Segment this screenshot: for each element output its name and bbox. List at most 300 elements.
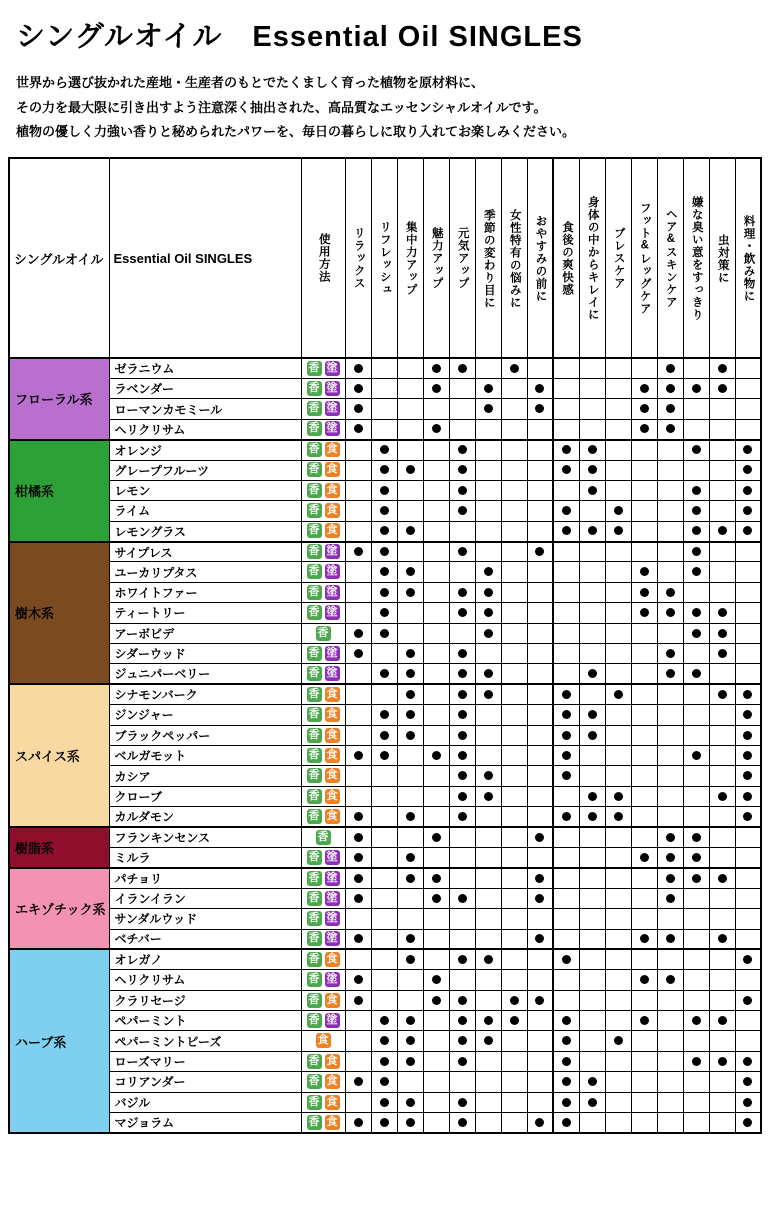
benefit-cell bbox=[423, 1072, 449, 1092]
benefit-cell bbox=[553, 358, 579, 378]
benefit-cell bbox=[709, 786, 735, 806]
benefit-cell bbox=[579, 399, 605, 419]
benefit-dot bbox=[562, 1118, 571, 1127]
table-row bbox=[9, 807, 761, 827]
benefit-cell bbox=[475, 399, 501, 419]
benefit-cell bbox=[449, 501, 475, 521]
table-row bbox=[9, 766, 761, 786]
benefit-cell bbox=[501, 827, 527, 847]
benefit-cell bbox=[371, 664, 397, 684]
benefit-cell bbox=[605, 501, 631, 521]
benefit-dot bbox=[640, 608, 649, 617]
benefit-dot bbox=[406, 649, 415, 658]
benefit-cell bbox=[371, 847, 397, 867]
benefit-cell bbox=[553, 378, 579, 398]
oil-name: パチョリ bbox=[114, 871, 163, 886]
benefit-dot bbox=[535, 1118, 544, 1127]
header-usage-label: 使用方法 bbox=[317, 233, 330, 284]
benefit-dot bbox=[380, 588, 389, 597]
header-benefit-7 bbox=[501, 158, 527, 358]
usage-badge-塗: 塗 bbox=[326, 932, 338, 945]
benefit-cell bbox=[683, 358, 709, 378]
usage-badge-塗: 塗 bbox=[326, 565, 338, 578]
benefit-cell bbox=[501, 1113, 527, 1133]
benefit-cell bbox=[423, 766, 449, 786]
usage-badge-食: 食 bbox=[326, 1095, 338, 1108]
benefit-dot bbox=[588, 792, 597, 801]
benefit-dot bbox=[666, 384, 675, 393]
benefit-cell bbox=[527, 786, 553, 806]
benefit-cell bbox=[397, 868, 423, 888]
table-row bbox=[9, 501, 761, 521]
benefit-dot bbox=[535, 894, 544, 903]
benefit-cell bbox=[631, 684, 657, 704]
benefit-cell bbox=[371, 623, 397, 643]
benefit-cell bbox=[345, 868, 371, 888]
benefit-cell bbox=[709, 521, 735, 541]
benefit-cell bbox=[345, 929, 371, 949]
usage-badge-食: 食 bbox=[326, 728, 338, 741]
benefit-cell bbox=[501, 582, 527, 602]
benefit-cell bbox=[579, 786, 605, 806]
benefit-cell bbox=[579, 1031, 605, 1051]
benefit-cell bbox=[475, 847, 501, 867]
benefit-dot bbox=[484, 792, 493, 801]
usage-cell bbox=[301, 603, 345, 623]
benefit-cell bbox=[657, 888, 683, 908]
benefit-dot bbox=[484, 384, 493, 393]
usage-cell bbox=[301, 582, 345, 602]
benefit-cell bbox=[423, 990, 449, 1010]
benefit-cell bbox=[397, 827, 423, 847]
benefit-dot bbox=[692, 833, 701, 842]
benefit-dot bbox=[743, 1118, 752, 1127]
benefit-dot bbox=[743, 812, 752, 821]
oil-name: サンダルウッド bbox=[114, 912, 198, 927]
benefit-cell bbox=[631, 623, 657, 643]
benefit-cell bbox=[683, 970, 709, 990]
benefit-cell bbox=[397, 644, 423, 664]
benefit-cell bbox=[397, 684, 423, 704]
benefit-cell bbox=[397, 521, 423, 541]
benefit-cell bbox=[527, 542, 553, 562]
header-benefit-15 bbox=[709, 158, 735, 358]
benefit-cell bbox=[475, 807, 501, 827]
oil-name: コリアンダー bbox=[114, 1075, 186, 1090]
benefit-cell bbox=[475, 644, 501, 664]
benefit-dot bbox=[614, 1036, 623, 1045]
benefit-cell bbox=[553, 868, 579, 888]
usage-badge-香: 香 bbox=[308, 585, 320, 598]
table-row bbox=[9, 1113, 761, 1133]
benefit-dot bbox=[666, 649, 675, 658]
benefit-cell bbox=[553, 1051, 579, 1071]
usage-cell bbox=[301, 949, 345, 969]
benefit-cell bbox=[449, 1072, 475, 1092]
benefit-cell bbox=[735, 888, 761, 908]
usage-badge-香: 香 bbox=[308, 748, 320, 761]
oil-name-cell bbox=[109, 623, 301, 643]
benefit-cell bbox=[683, 501, 709, 521]
benefit-cell bbox=[449, 786, 475, 806]
header-benefit-label: おやすみの前に bbox=[534, 214, 547, 303]
benefit-cell bbox=[709, 1011, 735, 1031]
benefit-cell bbox=[631, 949, 657, 969]
benefit-cell bbox=[709, 807, 735, 827]
intro-line-1: 世界から選び抜かれた産地・生産者のもとでたくましく育った植物を原材料に、 bbox=[16, 75, 485, 90]
benefit-cell bbox=[501, 440, 527, 460]
benefit-dot bbox=[666, 853, 675, 862]
oil-name-cell bbox=[109, 562, 301, 582]
benefit-cell bbox=[475, 970, 501, 990]
benefit-cell bbox=[553, 542, 579, 562]
benefit-cell bbox=[735, 745, 761, 765]
benefit-cell bbox=[709, 419, 735, 439]
table-row bbox=[9, 888, 761, 908]
oil-name-cell bbox=[109, 644, 301, 664]
benefit-cell bbox=[553, 603, 579, 623]
table-row bbox=[9, 725, 761, 745]
header-benefit-label: 元気アップ bbox=[456, 227, 469, 290]
header-benefit-label: 魅力アップ bbox=[430, 227, 443, 290]
benefit-dot bbox=[692, 445, 701, 454]
benefit-dot bbox=[458, 465, 467, 474]
table-row bbox=[9, 909, 761, 929]
benefit-cell bbox=[501, 990, 527, 1010]
table-row bbox=[9, 358, 761, 378]
benefit-dot bbox=[432, 894, 441, 903]
benefit-cell bbox=[657, 1011, 683, 1031]
category-cell bbox=[9, 542, 109, 685]
benefit-cell bbox=[501, 949, 527, 969]
benefit-cell bbox=[709, 949, 735, 969]
benefit-cell bbox=[605, 1113, 631, 1133]
benefit-cell bbox=[371, 440, 397, 460]
benefit-cell bbox=[475, 623, 501, 643]
benefit-cell bbox=[657, 480, 683, 500]
benefit-cell bbox=[527, 562, 553, 582]
benefit-dot bbox=[588, 710, 597, 719]
benefit-dot bbox=[354, 384, 363, 393]
benefit-cell bbox=[449, 909, 475, 929]
category-cell bbox=[9, 684, 109, 827]
table-row bbox=[9, 929, 761, 949]
oil-name: サイプレス bbox=[114, 545, 173, 560]
benefit-dot bbox=[458, 690, 467, 699]
benefit-cell bbox=[371, 909, 397, 929]
benefit-dot bbox=[354, 547, 363, 556]
oil-name: ローズマリー bbox=[114, 1055, 186, 1070]
usage-badge-香: 香 bbox=[308, 789, 320, 802]
benefit-cell bbox=[657, 705, 683, 725]
category-label: スパイス系 bbox=[15, 749, 80, 765]
benefit-cell bbox=[449, 705, 475, 725]
oil-name: フランキンセンス bbox=[114, 830, 211, 845]
oil-name-cell bbox=[109, 1031, 301, 1051]
benefit-cell bbox=[345, 847, 371, 867]
benefit-cell bbox=[371, 603, 397, 623]
benefit-dot bbox=[640, 404, 649, 413]
benefit-cell bbox=[683, 440, 709, 460]
benefit-cell bbox=[631, 807, 657, 827]
benefit-cell bbox=[631, 419, 657, 439]
benefit-dot bbox=[354, 1077, 363, 1086]
benefit-cell bbox=[579, 1051, 605, 1071]
benefit-cell bbox=[449, 664, 475, 684]
benefit-cell bbox=[579, 705, 605, 725]
benefit-cell bbox=[579, 684, 605, 704]
usage-badge-塗: 塗 bbox=[326, 422, 338, 435]
usage-cell bbox=[301, 970, 345, 990]
benefit-cell bbox=[423, 460, 449, 480]
usage-badge-塗: 塗 bbox=[326, 545, 338, 558]
benefit-cell bbox=[605, 949, 631, 969]
benefit-dot bbox=[562, 1036, 571, 1045]
benefit-dot bbox=[380, 445, 389, 454]
benefit-dot bbox=[562, 812, 571, 821]
benefit-dot bbox=[380, 1077, 389, 1086]
category-cell bbox=[9, 358, 109, 440]
benefit-dot bbox=[406, 1118, 415, 1127]
usage-badge-食: 食 bbox=[326, 1115, 338, 1128]
benefit-cell bbox=[397, 1113, 423, 1133]
usage-badge-香: 香 bbox=[308, 993, 320, 1006]
benefit-cell bbox=[371, 562, 397, 582]
benefit-cell bbox=[605, 705, 631, 725]
benefit-cell bbox=[553, 419, 579, 439]
benefit-cell bbox=[501, 705, 527, 725]
benefit-cell bbox=[735, 929, 761, 949]
benefit-dot bbox=[718, 1016, 727, 1025]
benefit-cell bbox=[397, 888, 423, 908]
usage-cell bbox=[301, 725, 345, 745]
benefit-cell bbox=[605, 1051, 631, 1071]
table-row bbox=[9, 562, 761, 582]
benefit-dot bbox=[380, 710, 389, 719]
usage-badge-食: 食 bbox=[326, 1054, 338, 1067]
benefit-cell bbox=[423, 868, 449, 888]
benefit-cell bbox=[657, 970, 683, 990]
table-row bbox=[9, 868, 761, 888]
benefit-cell bbox=[371, 582, 397, 602]
usage-badge-塗: 塗 bbox=[326, 973, 338, 986]
benefit-dot bbox=[640, 384, 649, 393]
benefit-cell bbox=[683, 827, 709, 847]
oil-name-cell bbox=[109, 766, 301, 786]
benefit-cell bbox=[527, 725, 553, 745]
benefit-cell bbox=[553, 847, 579, 867]
benefit-cell bbox=[371, 949, 397, 969]
benefit-cell bbox=[449, 480, 475, 500]
benefit-cell bbox=[527, 358, 553, 378]
benefit-dot bbox=[562, 771, 571, 780]
usage-cell bbox=[301, 766, 345, 786]
usage-badge-塗: 塗 bbox=[326, 606, 338, 619]
benefit-dot bbox=[743, 1077, 752, 1086]
benefit-dot bbox=[432, 996, 441, 1005]
benefit-cell bbox=[475, 358, 501, 378]
benefit-dot bbox=[562, 1098, 571, 1107]
benefit-cell bbox=[683, 725, 709, 745]
benefit-cell bbox=[371, 542, 397, 562]
benefit-cell bbox=[553, 786, 579, 806]
benefit-cell bbox=[527, 623, 553, 643]
benefit-cell bbox=[423, 725, 449, 745]
usage-badge-香: 香 bbox=[308, 871, 320, 884]
usage-badge-食: 食 bbox=[317, 1034, 329, 1047]
table-row bbox=[9, 1031, 761, 1051]
benefit-dot bbox=[484, 629, 493, 638]
usage-badge-塗: 塗 bbox=[326, 912, 338, 925]
usage-badge-香: 香 bbox=[317, 626, 329, 639]
benefit-cell bbox=[423, 807, 449, 827]
benefit-cell bbox=[527, 1031, 553, 1051]
benefit-cell bbox=[683, 990, 709, 1010]
usage-cell bbox=[301, 827, 345, 847]
usage-badge-香: 香 bbox=[308, 809, 320, 822]
benefit-cell bbox=[631, 1031, 657, 1051]
benefit-cell bbox=[683, 949, 709, 969]
header-benefit-label: フット&レッグケア bbox=[638, 202, 651, 316]
oil-name-cell bbox=[109, 378, 301, 398]
benefit-cell bbox=[605, 603, 631, 623]
benefit-dot bbox=[354, 364, 363, 373]
usage-badge-香: 香 bbox=[308, 483, 320, 496]
benefit-dot bbox=[406, 812, 415, 821]
benefit-cell bbox=[683, 562, 709, 582]
benefit-dot bbox=[458, 955, 467, 964]
benefit-cell bbox=[579, 970, 605, 990]
benefit-cell bbox=[605, 521, 631, 541]
oil-name-cell bbox=[109, 521, 301, 541]
benefit-cell bbox=[553, 1072, 579, 1092]
benefit-cell bbox=[449, 745, 475, 765]
usage-badge-塗: 塗 bbox=[326, 667, 338, 680]
benefit-cell bbox=[631, 1011, 657, 1031]
benefit-cell bbox=[735, 582, 761, 602]
benefit-cell bbox=[553, 705, 579, 725]
benefit-dot bbox=[743, 445, 752, 454]
benefit-cell bbox=[423, 745, 449, 765]
oil-name-cell bbox=[109, 847, 301, 867]
benefit-cell bbox=[709, 929, 735, 949]
benefit-cell bbox=[657, 766, 683, 786]
benefit-dot bbox=[562, 955, 571, 964]
benefit-cell bbox=[501, 358, 527, 378]
benefit-dot bbox=[535, 404, 544, 413]
benefit-cell bbox=[709, 745, 735, 765]
benefit-cell bbox=[449, 1011, 475, 1031]
benefit-cell bbox=[345, 419, 371, 439]
usage-badge-食: 食 bbox=[326, 443, 338, 456]
usage-badge-香: 香 bbox=[308, 688, 320, 701]
usage-badge-香: 香 bbox=[308, 953, 320, 966]
benefit-dot bbox=[406, 853, 415, 862]
benefit-cell bbox=[631, 990, 657, 1010]
benefit-dot bbox=[406, 934, 415, 943]
benefit-cell bbox=[475, 1011, 501, 1031]
oil-name-cell bbox=[109, 664, 301, 684]
benefit-cell bbox=[735, 480, 761, 500]
benefit-cell bbox=[657, 929, 683, 949]
oil-name: ベルガモット bbox=[114, 749, 187, 764]
table-row bbox=[9, 623, 761, 643]
page-title-en: Essential Oil SINGLES bbox=[252, 21, 583, 53]
benefit-cell bbox=[605, 888, 631, 908]
benefit-cell bbox=[605, 745, 631, 765]
benefit-cell bbox=[501, 766, 527, 786]
benefit-cell bbox=[345, 745, 371, 765]
benefit-cell bbox=[579, 766, 605, 786]
benefit-dot bbox=[432, 364, 441, 373]
benefit-cell bbox=[449, 725, 475, 745]
oil-name-cell bbox=[109, 684, 301, 704]
oil-name: ティートリー bbox=[114, 606, 186, 621]
benefit-cell bbox=[709, 460, 735, 480]
benefit-cell bbox=[735, 868, 761, 888]
page-title bbox=[16, 14, 771, 55]
benefit-cell bbox=[683, 1072, 709, 1092]
benefit-cell bbox=[371, 1113, 397, 1133]
benefit-cell bbox=[449, 562, 475, 582]
benefit-cell bbox=[631, 460, 657, 480]
benefit-cell bbox=[553, 684, 579, 704]
benefit-cell bbox=[423, 603, 449, 623]
benefit-cell bbox=[579, 460, 605, 480]
benefit-dot bbox=[484, 404, 493, 413]
benefit-dot bbox=[692, 669, 701, 678]
benefit-cell bbox=[605, 1092, 631, 1112]
benefit-cell bbox=[475, 440, 501, 460]
benefit-cell bbox=[475, 542, 501, 562]
benefit-cell bbox=[475, 1092, 501, 1112]
benefit-cell bbox=[605, 419, 631, 439]
benefit-dot bbox=[458, 547, 467, 556]
benefit-cell bbox=[371, 745, 397, 765]
benefit-dot bbox=[692, 1016, 701, 1025]
benefit-cell bbox=[527, 440, 553, 460]
usage-badge-香: 香 bbox=[308, 912, 320, 925]
usage-cell bbox=[301, 1011, 345, 1031]
usage-badge-食: 食 bbox=[326, 463, 338, 476]
usage-badge-香: 香 bbox=[308, 1115, 320, 1128]
benefit-cell bbox=[553, 745, 579, 765]
benefit-dot bbox=[588, 731, 597, 740]
table-row bbox=[9, 542, 761, 562]
benefit-cell bbox=[735, 440, 761, 460]
benefit-cell bbox=[449, 419, 475, 439]
benefit-dot bbox=[692, 853, 701, 862]
benefit-dot bbox=[666, 934, 675, 943]
benefit-dot bbox=[510, 364, 519, 373]
benefit-cell bbox=[735, 542, 761, 562]
usage-badge-塗: 塗 bbox=[326, 891, 338, 904]
benefit-cell bbox=[501, 603, 527, 623]
usage-badge-香: 香 bbox=[308, 1014, 320, 1027]
benefit-cell bbox=[657, 399, 683, 419]
usage-badge-食: 食 bbox=[326, 953, 338, 966]
benefit-cell bbox=[709, 378, 735, 398]
benefit-cell bbox=[683, 888, 709, 908]
benefit-dot bbox=[535, 384, 544, 393]
benefit-dot bbox=[640, 934, 649, 943]
oil-name-cell bbox=[109, 827, 301, 847]
benefit-dot bbox=[406, 669, 415, 678]
benefit-cell bbox=[475, 1031, 501, 1051]
benefit-cell bbox=[449, 460, 475, 480]
usage-cell bbox=[301, 909, 345, 929]
benefit-cell bbox=[371, 807, 397, 827]
